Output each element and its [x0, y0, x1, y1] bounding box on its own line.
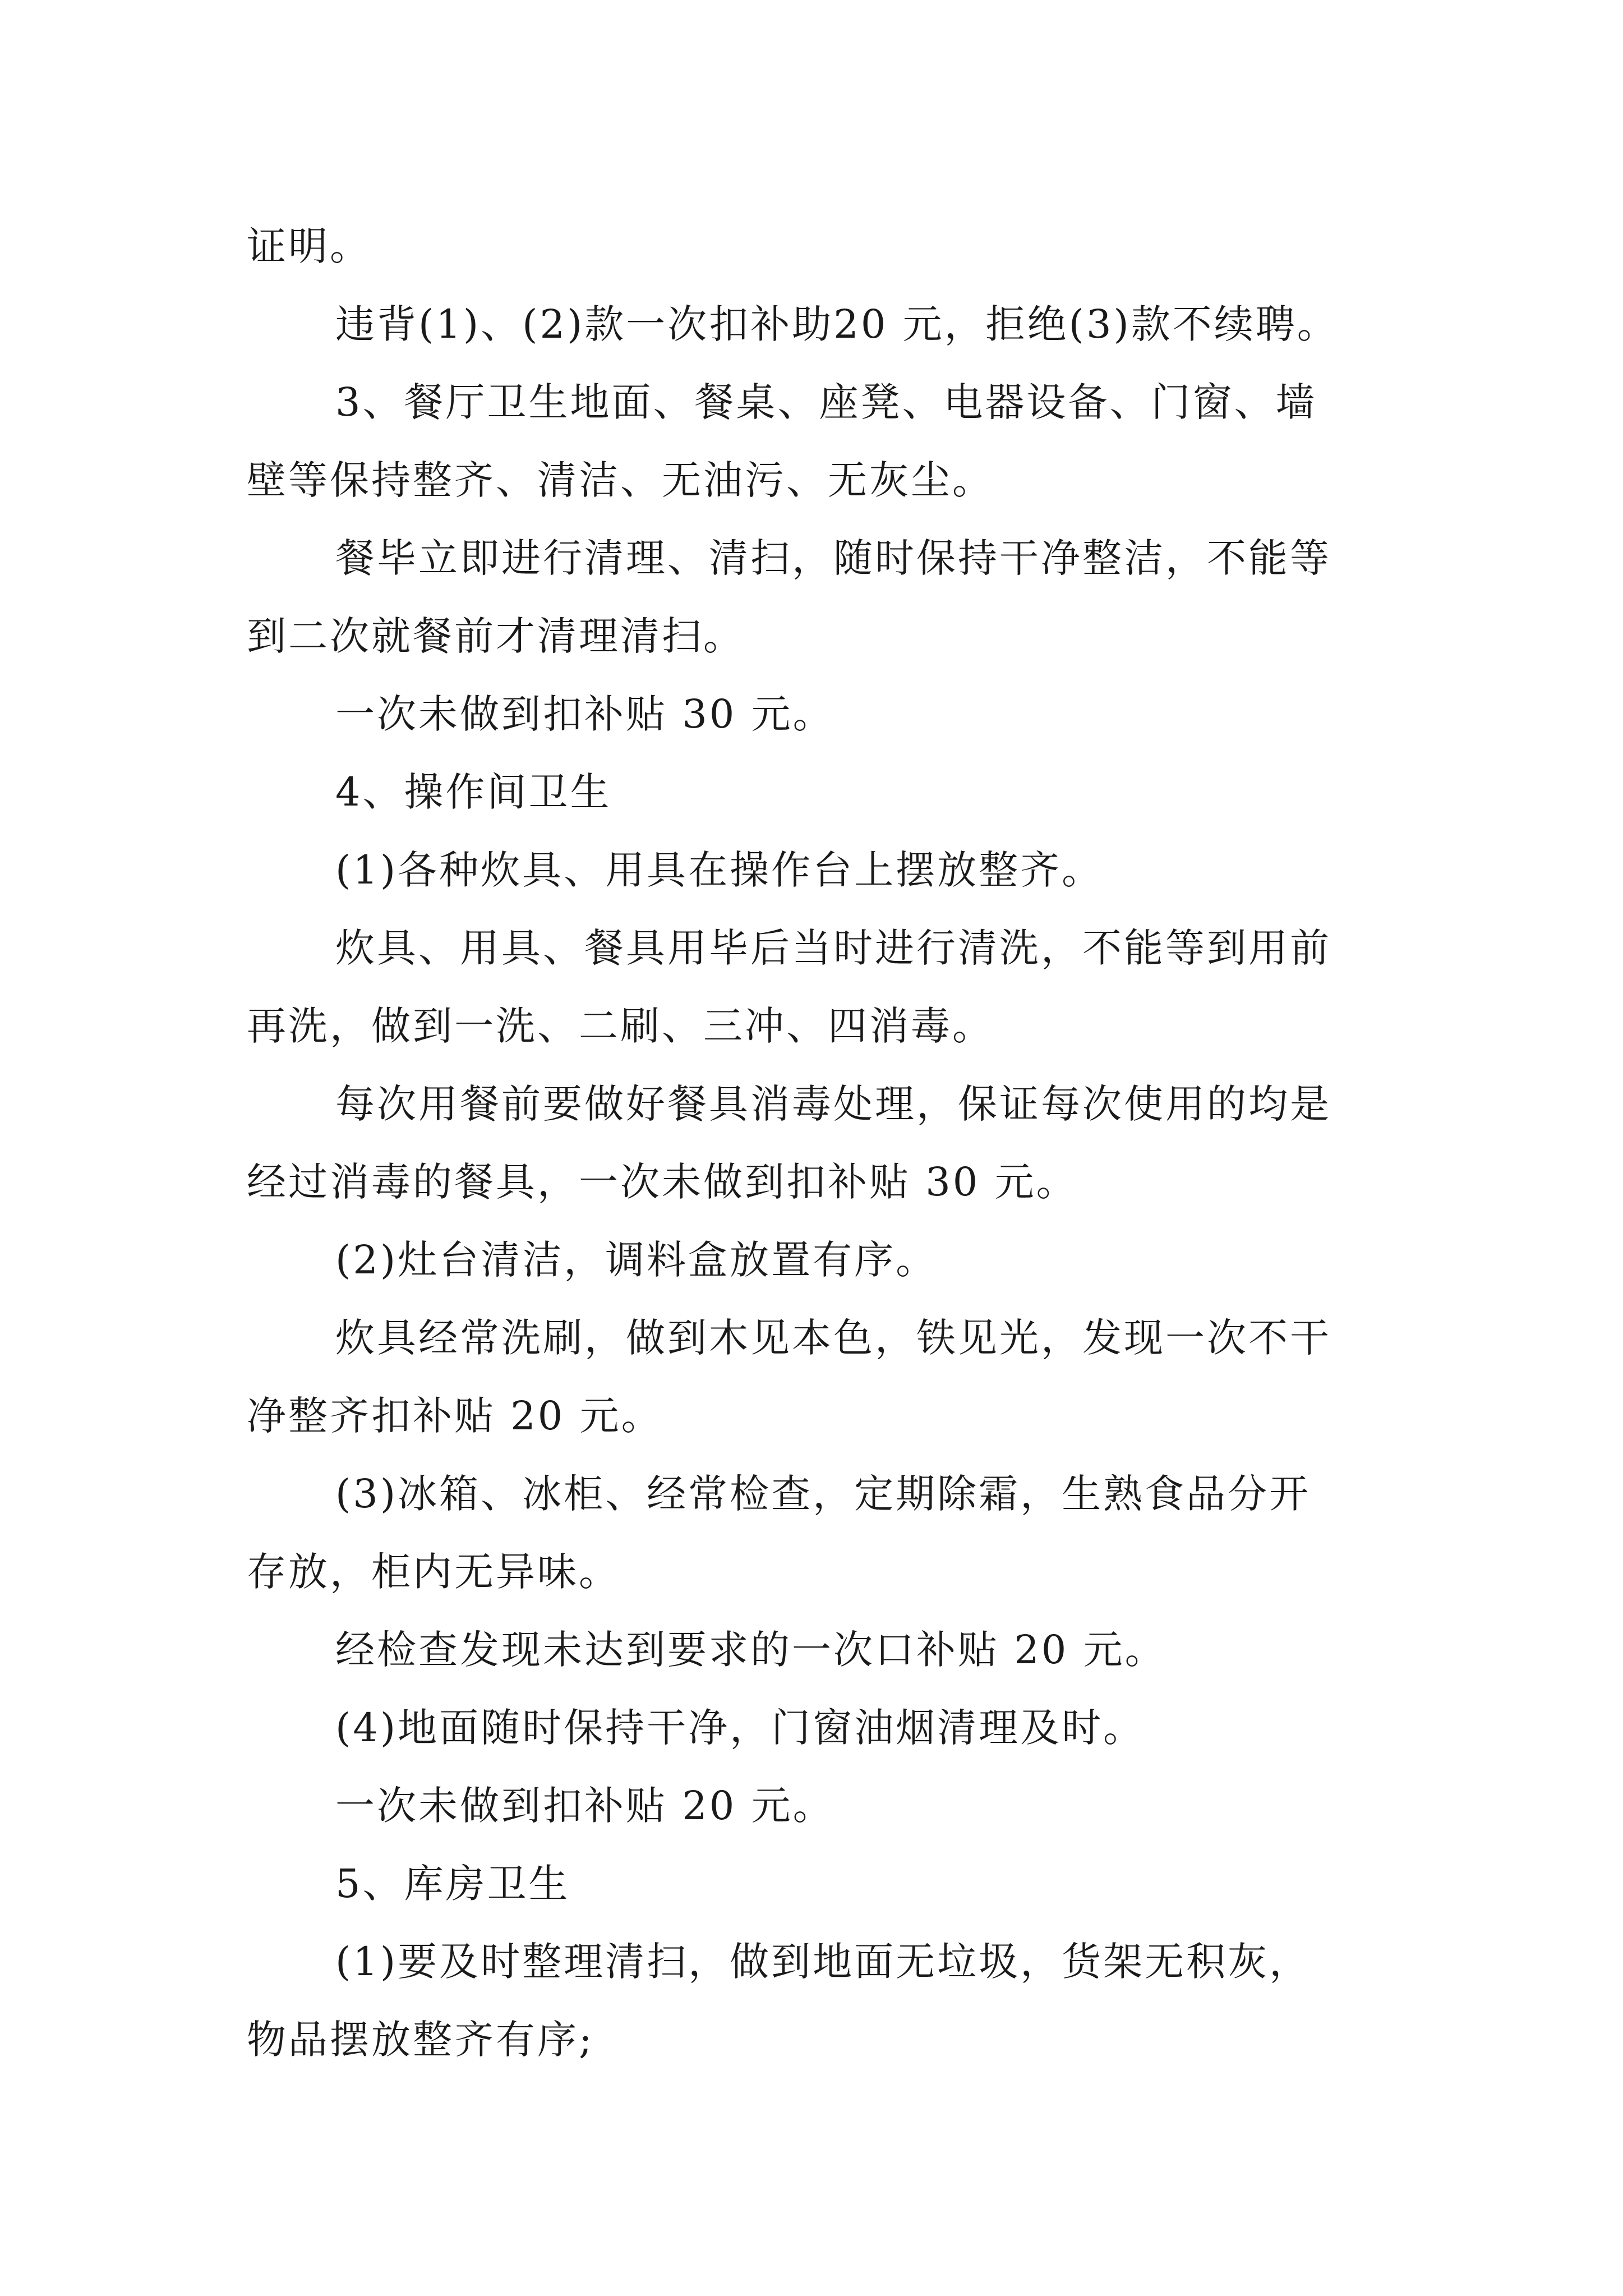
section-heading: 5、库房卫生 — [335, 1861, 570, 1907]
text-line: 一次未做到扣补贴 20 元。 — [335, 1783, 834, 1829]
text-line: (3)冰箱、冰柜、经常检查，定期除霜，生熟食品分开 — [335, 1471, 1311, 1517]
document-body — [247, 208, 1402, 2079]
text-line: 3、餐厅卫生地面、餐桌、座凳、电器设备、门窗、墙 — [335, 379, 1317, 425]
text-line: 壁等保持整齐、清洁、无油污、无灰尘。 — [247, 457, 994, 503]
text-line: 一次未做到扣补贴 30 元。 — [335, 691, 834, 737]
text-line: 物品摆放整齐有序; — [247, 2017, 594, 2063]
text-line: 再洗，做到一洗、二刷、三冲、四消毒。 — [247, 1003, 994, 1049]
text-line: 经检查发现未达到要求的一次口补贴 20 元。 — [335, 1627, 1166, 1673]
text-line: 餐毕立即进行清理、清扫，随时保持干净整洁，不能等 — [335, 535, 1331, 581]
text-line: 净整齐扣补贴 20 元。 — [247, 1393, 663, 1439]
text-line: 到二次就餐前才清理清扫。 — [247, 613, 745, 659]
text-line: (1)各种炊具、用具在操作台上摆放整齐。 — [335, 847, 1104, 893]
text-line: (4)地面随时保持干净，门窗油烟清理及时。 — [335, 1705, 1145, 1751]
text-line: 每次用餐前要做好餐具消毒处理，保证每次使用的均是 — [335, 1081, 1331, 1127]
text-line: (2)灶台清洁，调料盒放置有序。 — [335, 1237, 938, 1283]
text-line: 炊具经常洗刷，做到木见本色，铁见光，发现一次不干 — [335, 1315, 1331, 1361]
text-line: 炊具、用具、餐具用毕后当时进行清洗，不能等到用前 — [335, 925, 1331, 971]
text-line: 违背(1)、(2)款一次扣补助20 元，拒绝(3)款不续聘。 — [335, 301, 1339, 347]
text-line: (1)要及时整理清扫，做到地面无垃圾，货架无积灰， — [335, 1939, 1311, 1985]
text-line: 经过消毒的餐具，一次未做到扣补贴 30 元。 — [247, 1159, 1078, 1205]
text-line: 存放，柜内无异味。 — [247, 1549, 620, 1595]
section-heading: 4、操作间卫生 — [335, 769, 612, 815]
text-line: 证明。 — [247, 223, 371, 269]
